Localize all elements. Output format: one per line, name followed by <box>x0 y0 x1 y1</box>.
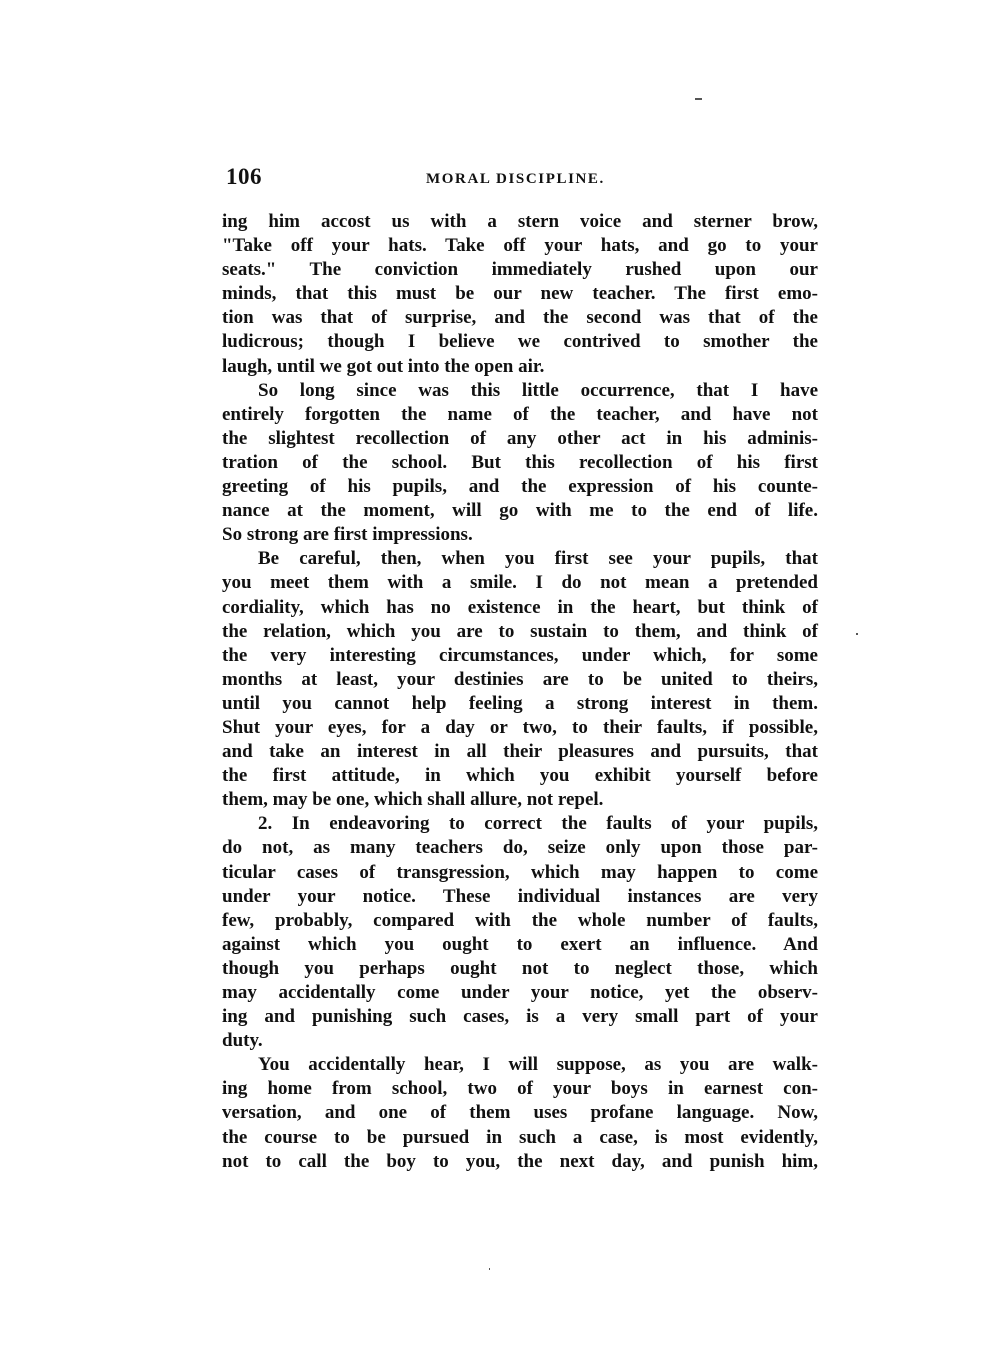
text-line: So long since was this little occurrence, that I have <box>258 379 818 401</box>
text-line: may accidentally come under your notice, yet the observ- <box>222 982 818 1003</box>
text-line: months at least, your destinies are to be united to theirs, <box>222 668 818 690</box>
text-line: ing and punishing such cases, is a very small part of your <box>222 1006 818 1028</box>
text-line: seats." The conviction immediately rushed upon our <box>222 259 818 281</box>
text-line: ticular cases of transgression, which may happen to come <box>222 861 818 883</box>
text-line: the first attitude, in which you exhibit yourself before <box>222 765 818 787</box>
text-line: "Take off your hats. Take off your hats, and go to your <box>222 235 818 257</box>
text-line: until you cannot help feeling a strong interest in them. <box>222 692 818 714</box>
text-line: duty. <box>222 1030 263 1052</box>
page-header <box>226 164 818 194</box>
text-line: laugh, until we got out into the open air. <box>222 355 545 377</box>
text-line: though you perhaps ought not to neglect those, which <box>222 957 818 979</box>
text-line: nance at the moment, will go with me to the end of life. <box>222 500 818 522</box>
page-speck <box>856 633 858 635</box>
text-line: Be careful, then, when you first see your pupils, that <box>258 548 818 570</box>
text-line: 2. In endeavoring to correct the faults of your pupils, <box>258 813 818 835</box>
text-line: ludicrous; though I believe we contrived to smother the <box>222 331 818 353</box>
text-line: cordiality, which has no existence in the heart, but think of <box>222 596 818 618</box>
text-line: few, probably, compared with the whole number of faults, <box>222 909 818 931</box>
text-line: you meet them with a smile. I do not mean a pretended <box>222 572 818 594</box>
text-line: them, may be one, which shall allure, not repel. <box>222 789 604 811</box>
text-line: tion was that of surprise, and the second was that of the <box>222 307 818 329</box>
page-speck <box>489 1268 490 1270</box>
text-line: the slightest recollection of any other act in his adminis- <box>222 427 818 449</box>
text-line: You accidentally hear, I will suppose, as you are walk- <box>258 1054 818 1076</box>
page-speck <box>695 98 702 100</box>
text-line: greeting of his pupils, and the expression of his counte- <box>222 476 818 498</box>
body-text <box>222 210 818 1174</box>
text-line: the course to be pursued in such a case, is most evidently, <box>222 1126 818 1148</box>
running-head: MORAL DISCIPLINE. <box>426 171 605 187</box>
text-line: ing home from school, two of your boys in earnest con- <box>222 1078 818 1100</box>
text-line: the relation, which you are to sustain to them, and think of <box>222 620 818 642</box>
text-line: not to call the boy to you, the next day, and punish him, <box>222 1150 818 1172</box>
text-line: do not, as many teachers do, seize only upon those par- <box>222 837 818 859</box>
text-line: against which you ought to exert an influence. And <box>222 933 818 955</box>
text-line: under your notice. These individual instances are very <box>222 885 818 907</box>
text-line: Shut your eyes, for a day or two, to their faults, if possible, <box>222 716 818 738</box>
text-line: So strong are first impressions. <box>222 524 473 546</box>
text-line: minds, that this must be our new teacher. The first emo- <box>222 283 818 305</box>
text-line: and take an interest in all their pleasures and pursuits, that <box>222 741 818 763</box>
text-line: ing him accost us with a stern voice and sterner brow, <box>222 211 818 232</box>
text-line: the very interesting circumstances, under which, for some <box>222 644 818 666</box>
text-line: tration of the school. But this recollection of his first <box>222 451 818 473</box>
text-line: versation, and one of them uses profane language. Now, <box>222 1102 818 1124</box>
text-line: entirely forgotten the name of the teacher, and have not <box>222 403 818 425</box>
page-number: 106 <box>226 164 262 189</box>
